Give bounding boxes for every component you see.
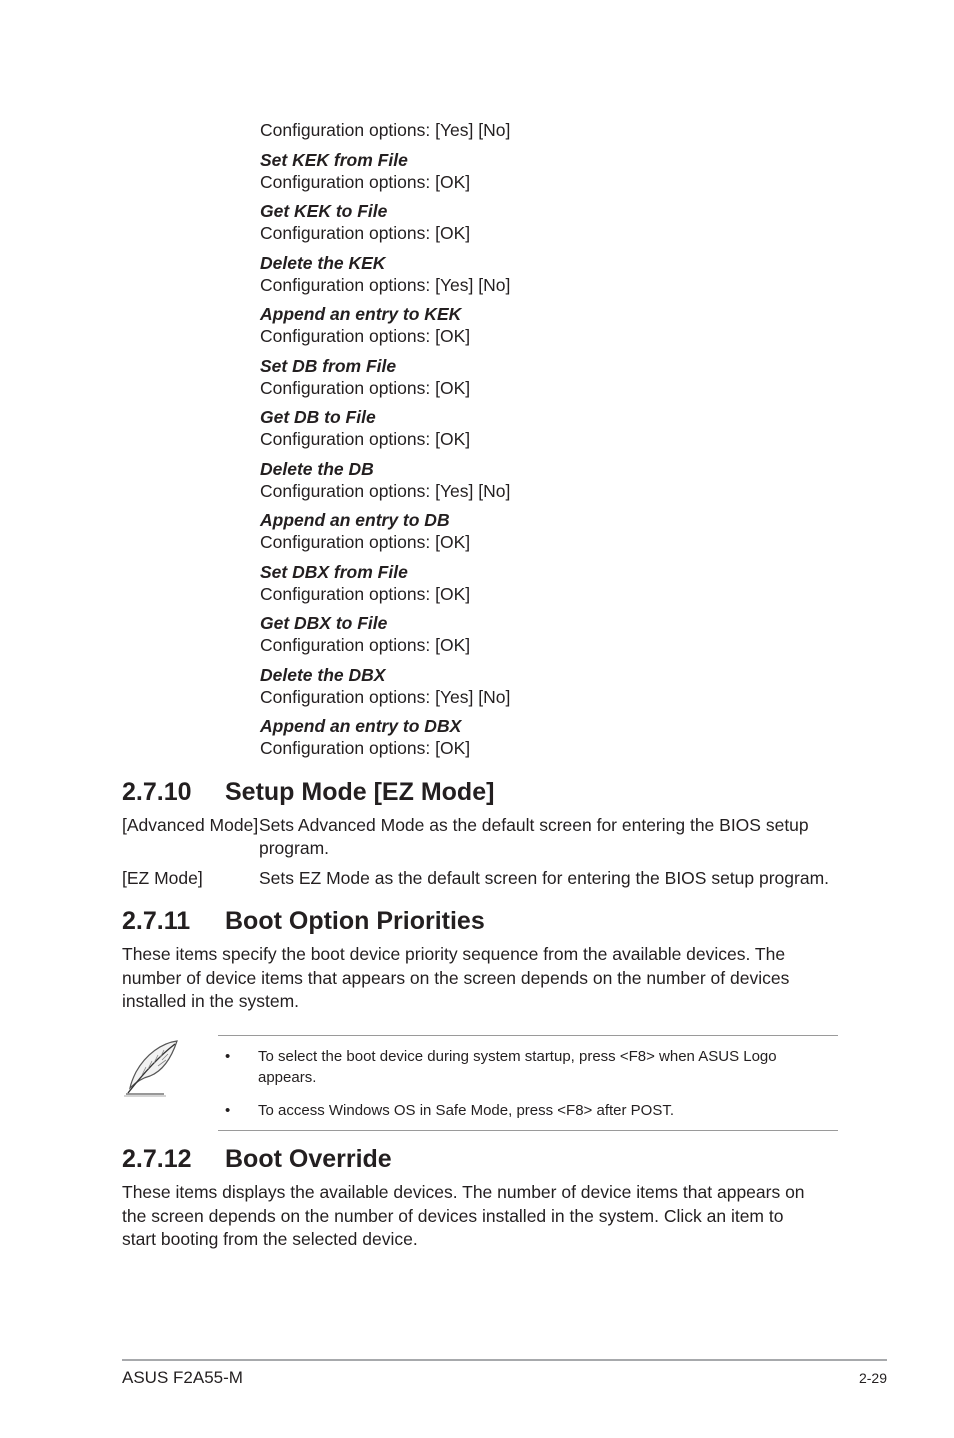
option-item [260, 303, 820, 347]
option-value: Configuration options: [OK] [260, 377, 471, 398]
option-value: Configuration options: [OK] [260, 171, 471, 192]
option-title: Get DB to File [260, 407, 376, 427]
option-value: Configuration options: [OK] [260, 532, 471, 552]
definition-term: [Advanced Mode] [122, 815, 259, 835]
option-value: Configuration options: [OK] [260, 583, 471, 604]
option-item [260, 355, 820, 399]
option-item [260, 561, 820, 605]
section-number: 2.7.11 [122, 907, 191, 935]
option-title: Set KEK from File [260, 149, 408, 170]
option-title: Delete the DB [260, 458, 374, 479]
option-value: Configuration options: [OK] [260, 326, 471, 346]
option-value: Configuration options: [OK] [260, 429, 471, 449]
page-number: 2-29 [858, 1370, 887, 1386]
section-title: Setup Mode [EZ Mode] [225, 778, 495, 806]
option-title: Append an entry to KEK [260, 304, 462, 324]
section-title: Boot Option Priorities [225, 907, 485, 935]
note-box [218, 1035, 838, 1131]
footer-divider [122, 1359, 887, 1361]
section-heading-boot-option-priorities [122, 906, 485, 936]
option-value: Configuration options: [OK] [260, 738, 471, 758]
option-value: Configuration options: [OK] [260, 635, 471, 655]
bullet: • [225, 1048, 231, 1065]
option-item [260, 406, 820, 450]
definition-description: Sets Advanced Mode as the default screen for entering the BIOS setup program. [259, 815, 809, 858]
option-item [260, 149, 820, 193]
option-item [260, 664, 820, 708]
note-text: To select the boot device during system startup, press <F8> when ASUS Logo appears. [258, 1048, 777, 1086]
section-body-boot-option-priorities: These items specify the boot device priority sequence from the available devices. The number of device items that appears on the screen depends on the number of devices installed in the system. [122, 944, 790, 1011]
option-item [260, 200, 820, 244]
bullet: • [225, 1102, 231, 1119]
definition-term: [EZ Mode] [122, 868, 203, 888]
option-title: Set DBX from File [260, 561, 408, 582]
option-title: Get KEK to File [260, 201, 388, 221]
option-title: Set DB from File [260, 355, 397, 376]
option-item [260, 458, 820, 502]
option-value: Configuration options: [OK] [260, 223, 471, 243]
section-heading-boot-override [122, 1144, 392, 1174]
definition-description: Sets EZ Mode as the default screen for entering the BIOS setup program. [259, 868, 830, 888]
config-option-list [260, 119, 820, 759]
section-body-boot-override: These items displays the available devices. The number of device items that appears on the screen depends on the number of devices installed in the system. Click an item to start booting from the selected device. [122, 1182, 805, 1249]
note-text: To access Windows OS in Safe Mode, press <F8> after POST. [258, 1102, 675, 1119]
section-number: 2.7.12 [122, 1145, 192, 1173]
option-item [260, 715, 820, 759]
option-item [260, 612, 820, 656]
option-item [260, 509, 820, 553]
section-heading-setup-mode [122, 777, 494, 807]
option-title: Append an entry to DB [260, 510, 450, 530]
option-title: Delete the KEK [260, 252, 386, 273]
option-value: Configuration options: [Yes] [No] [260, 274, 511, 295]
quill-pen-icon [120, 1038, 182, 1098]
option-title: Get DBX to File [260, 613, 388, 633]
option-item [260, 252, 820, 296]
option-title: Delete the DBX [260, 664, 386, 685]
section-number: 2.7.10 [122, 778, 192, 806]
option-value: Configuration options: [Yes] [No] [260, 480, 511, 501]
option-value: Configuration options: [Yes] [No] [260, 686, 511, 707]
option-title: Append an entry to DBX [260, 716, 462, 736]
footer-model-name: ASUS F2A55-M [122, 1368, 243, 1387]
option-value: Configuration options: [Yes] [No] [260, 120, 511, 140]
section-title: Boot Override [225, 1145, 392, 1173]
